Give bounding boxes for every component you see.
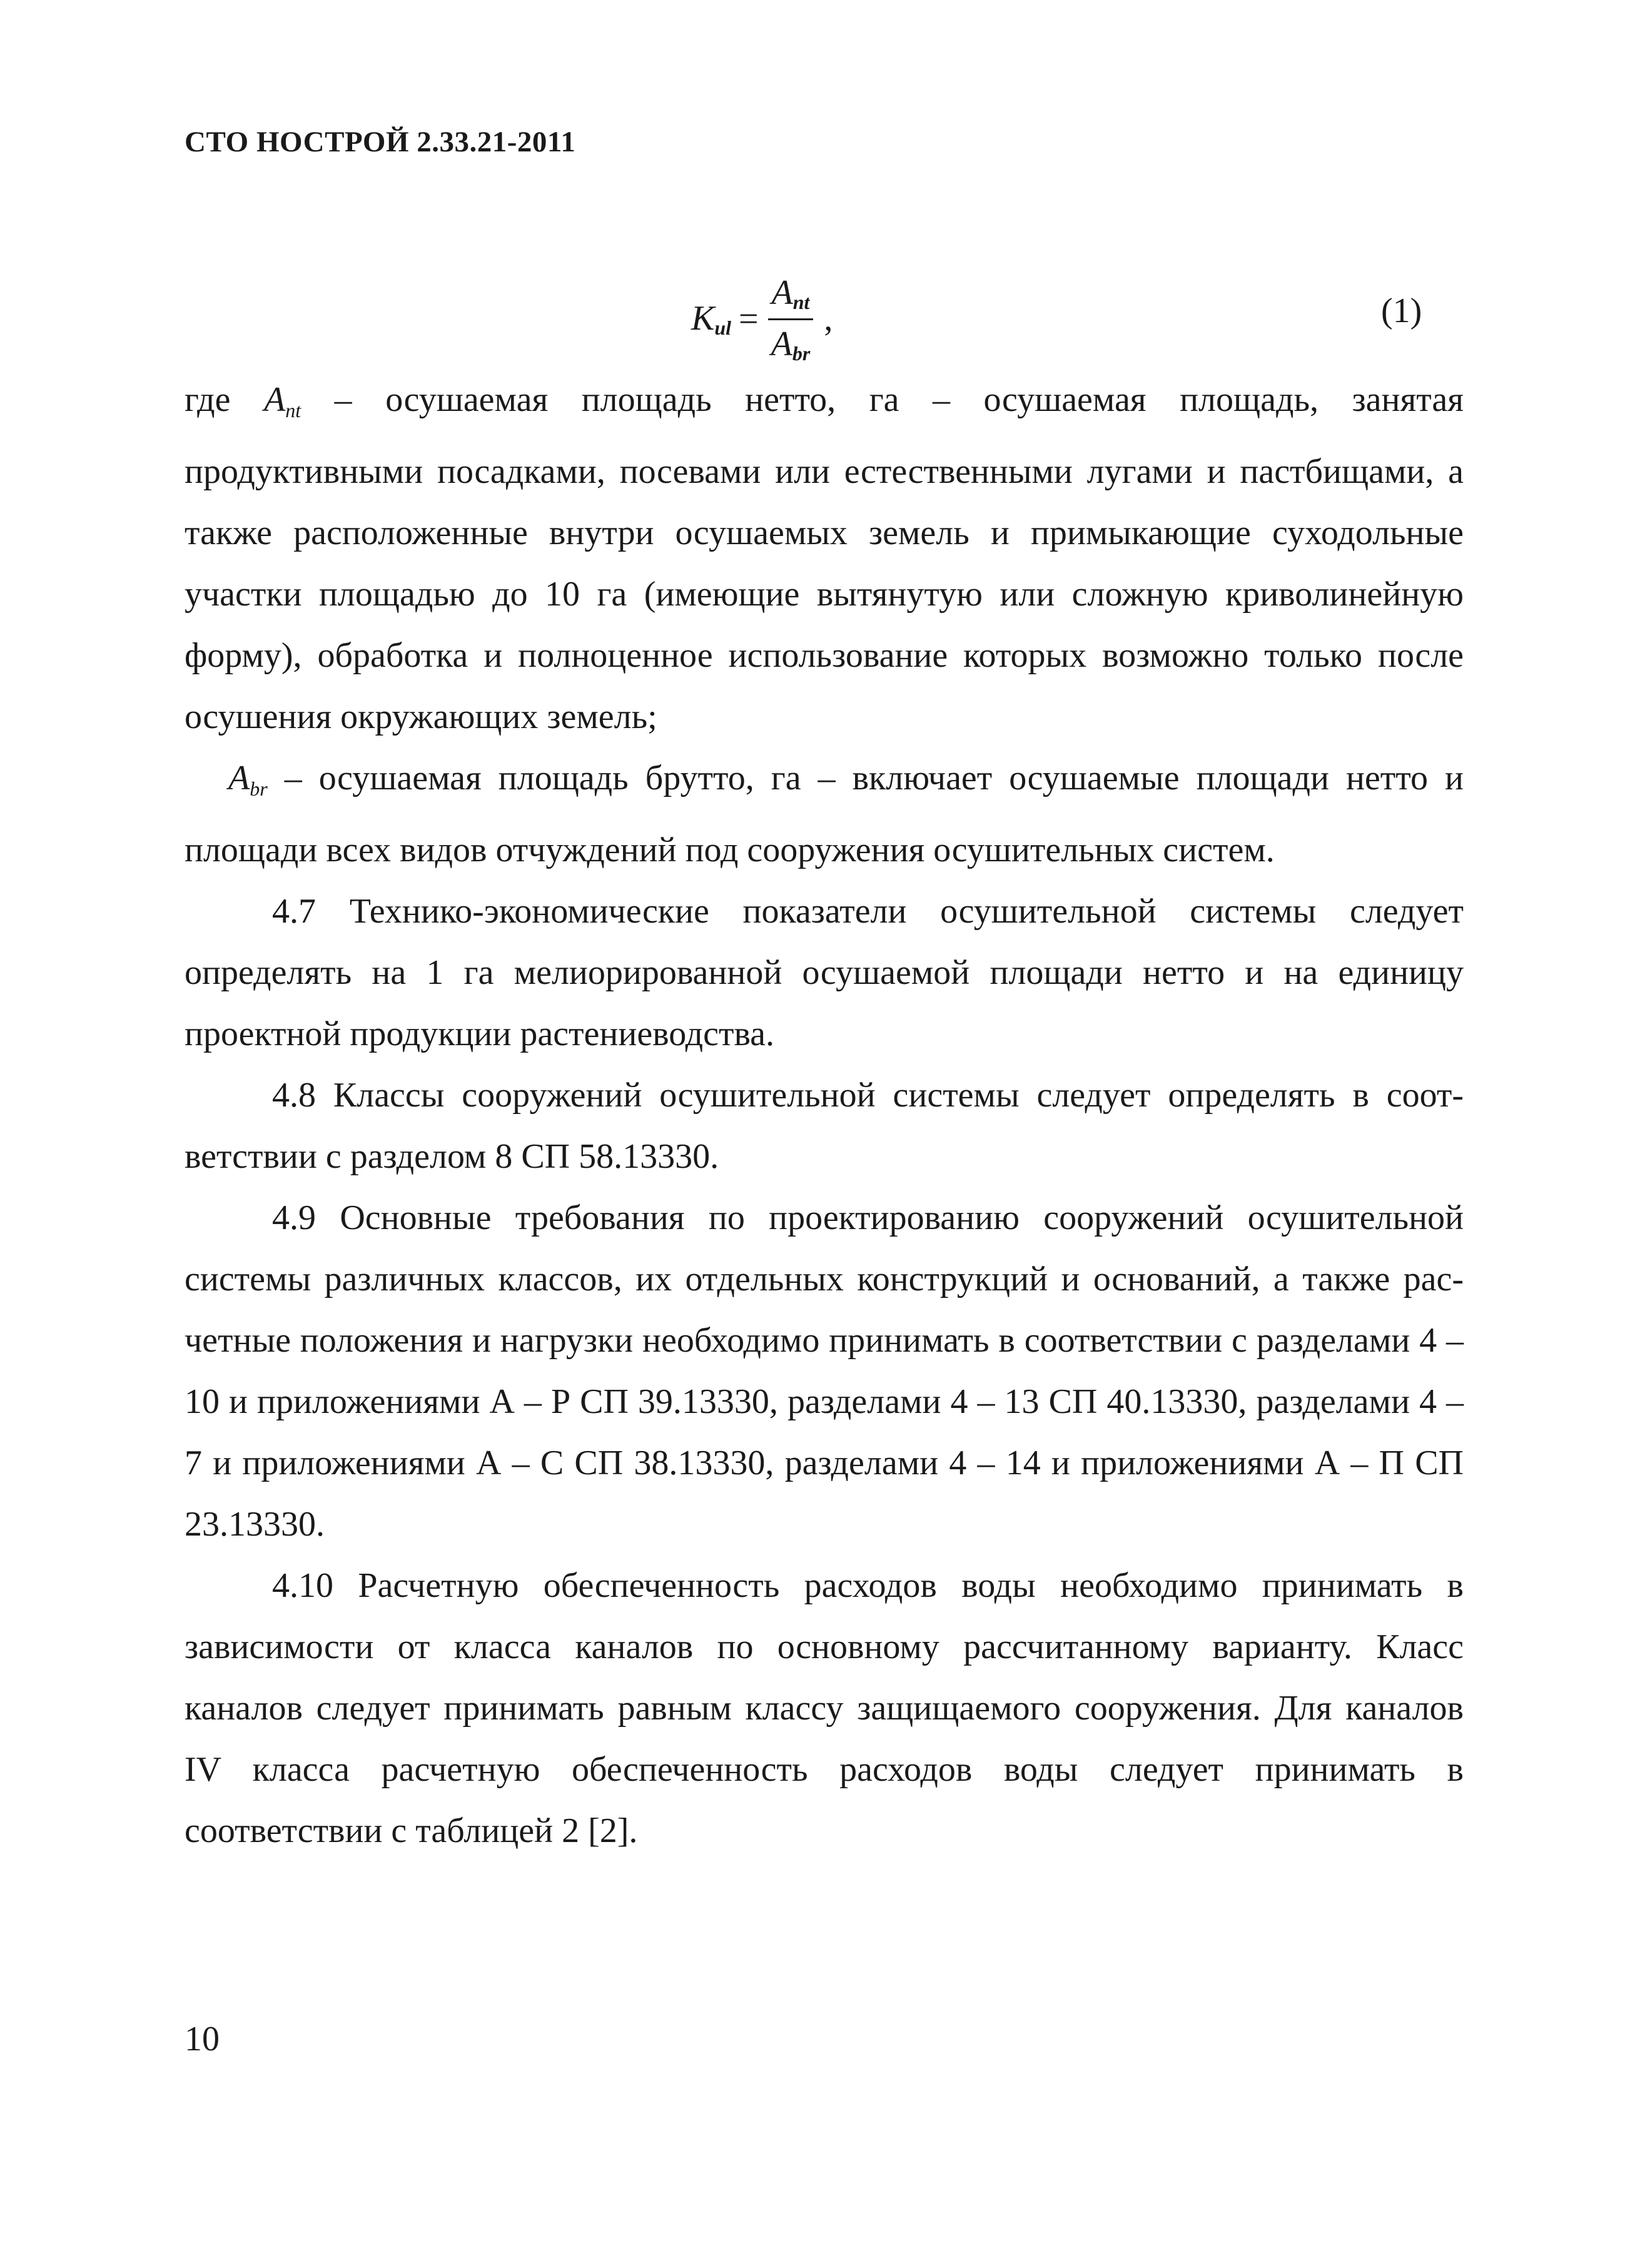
formula-lhs-subscript: ul — [714, 316, 732, 339]
body-text — [185, 369, 1464, 1861]
variable-a-nt — [264, 380, 301, 422]
variable-a-br-symbol: A — [228, 759, 250, 797]
formula-numerator-subscript: nt — [792, 290, 810, 313]
definition-lead: где — [185, 380, 265, 419]
definition-a-nt — [185, 369, 1464, 747]
formula-denominator-subscript: br — [792, 342, 811, 365]
variable-a-br-subscript: br — [250, 777, 268, 800]
variable-a-nt-symbol: A — [264, 380, 286, 419]
paragraph-4-8: 4.8 Классы сооружений осушительной системы следует определять в соответствии с разделом 8 СП 58.13330. — [185, 1076, 1464, 1176]
document-header: СТО НОСТРОЙ 2.33.21-2011 — [185, 126, 576, 158]
paragraph-4-10: 4.10 Расчетную обеспеченность расходов воды необходимо принимать в зависимости от класса каналов по основному рассчитанному варианту. Класс каналов следует принимать равным классу защищаемого сооружения. Для каналов IV класса расчетную обеспеченность расходов воды следует принимать в соответствии с таблицей 2 [2]. — [185, 1566, 1464, 1850]
definition-a-br — [185, 747, 1464, 881]
variable-a-br — [228, 759, 268, 800]
paragraph-4-9: 4.9 Основные требования по проектированию сооружений осушительной системы различных классов, их отдельных конструкций и оснований, а также расчетные положения и нагрузки необходимо принимать в соответствии с разделами 4 – 10 и приложениями А – Р СП 39.13330, разделами 4 – 13 СП 40.13330, разделами 4 – 7 и приложениями А – С СП 38.13330, разделами 4 – 14 и приложениями А – П СП 23.13330. — [185, 1198, 1464, 1544]
paragraph-4-7: 4.7 Технико-экономические показатели осушительной системы следует определять на 1 га мелиорированной осушаемой площади нетто и на единицу проектной продукции растениеводства. — [185, 892, 1464, 1053]
formula-comma: , — [824, 300, 833, 338]
formula-denominator-symbol: A — [771, 324, 792, 363]
formula-lhs — [691, 298, 731, 340]
formula-numerator-symbol: A — [771, 273, 793, 312]
formula-numerator — [768, 275, 814, 320]
formula-equals: = — [739, 300, 759, 338]
variable-a-nt-subscript: nt — [285, 399, 301, 422]
formula-lhs-symbol: K — [691, 299, 715, 338]
formula-number: (1) — [1381, 291, 1422, 330]
page-number: 10 — [185, 2020, 220, 2058]
formula-denominator — [767, 320, 814, 363]
definition-a-br-text: – осушаемая площадь брутто, га – включает осушаемые площади нетто и площади всех видов отчуждений под сооружения осушительных систем. — [185, 759, 1464, 869]
formula-fraction — [767, 275, 814, 363]
formula-1 — [691, 263, 833, 375]
definition-a-nt-text: – осушаемая площадь нетто, га – осушаемая площадь, занятая продуктивными посадками, посевами или естественными лугами и пастбищами, а также расположенные внутри осушаемых земель и примыкающие суходольные участки площадью до 10 га (имеющие вытянутую или сложную криволинейную форму), обработка и полноценное использование которых возможно только после осушения окружающих земель; — [185, 380, 1464, 736]
